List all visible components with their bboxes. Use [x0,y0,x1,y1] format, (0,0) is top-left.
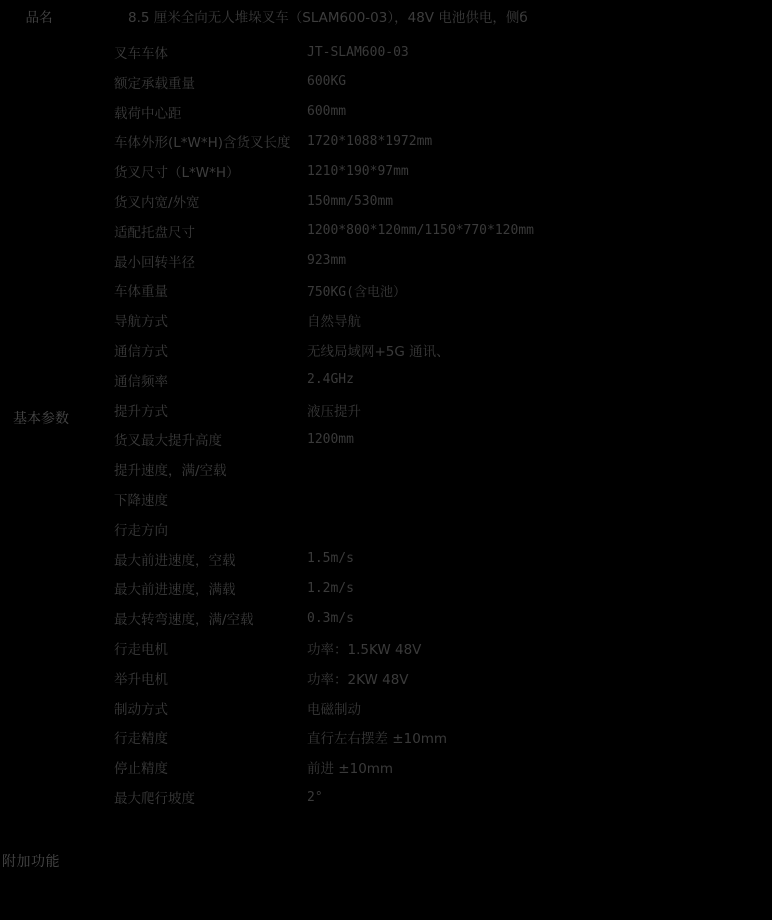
spec-name: 行走精度 [114,731,168,748]
table-row [0,67,772,97]
spec-value: 1200*800*120mm/1150*770*120mm [307,223,534,239]
spec-name: 叉车车体 [114,46,168,62]
product-title-row [0,0,772,30]
table-row [0,126,772,156]
table-row [0,603,772,633]
spec-name: 最大爬行坡度 [114,791,195,807]
spec-value: 1210*190*97mm [307,163,409,179]
spec-name: 停止精度 [114,761,168,778]
table-row [0,663,772,693]
product-title-value: 8.5 厘米全向无人堆垛叉车（SLAM600-03），48V 电池供电，侧б [128,10,528,26]
spec-value: 923mm [307,253,347,269]
table-row [0,275,772,305]
table-row [0,693,772,723]
spec-value: 1720*1088*1972mm [307,133,433,149]
spec-value: 液压提升 [307,403,361,420]
spec-value: 电磁制动 [307,701,361,718]
spec-name: 车体重量 [114,284,168,301]
spec-value: 750KG(含电池） [307,284,406,300]
spec-name: 最小回转半径 [114,254,195,271]
spec-name: 载荷中心距 [114,105,182,122]
table-row [0,454,772,484]
spec-value: 1.2m/s [307,580,354,596]
group-label-basic-params: 基本参数 [13,411,69,427]
table-row [0,484,772,514]
spec-value: 2° [307,789,323,805]
spec-name: 行走方向 [114,522,168,539]
spec-value: 1.5m/s [307,551,354,567]
spec-value: 0.3m/s [307,610,354,626]
product-title-label: 品名 [25,10,53,26]
spec-name: 车体外形(L*W*H)含货叉长度 [114,135,291,152]
table-row [0,305,772,335]
spec-value: JT-SLAM600-03 [307,44,409,60]
spec-value: 自然导航 [307,314,361,331]
table-row [0,335,772,365]
spec-name: 提升方式 [114,403,168,420]
table-row [0,752,772,782]
spec-value: 无线局域网+5G 通讯、 [307,344,450,360]
spec-value: 功率：1.5KW 48V [307,642,422,658]
spec-name: 制动方式 [114,701,168,718]
table-row [0,424,772,454]
table-row [0,573,772,603]
table-row [0,186,772,216]
table-row [0,514,772,544]
spec-name: 最大转弯速度，满/空载 [114,612,254,629]
table-row [0,722,772,752]
spec-value: 600KG [307,74,347,90]
spec-name: 提升速度，满/空载 [114,463,227,480]
spec-name: 最大前进速度，空载 [114,552,236,569]
spec-value: 功率：2KW 48V [307,671,409,688]
spec-name: 通信方式 [114,344,168,360]
spec-value: 2.4GHz [307,372,354,388]
spec-name: 货叉最大提升高度 [114,433,222,450]
table-row [0,156,772,186]
spec-name: 行走电机 [114,642,168,658]
spec-value: 150mm/530mm [307,193,394,209]
table-row [0,782,772,812]
spec-value: 600mm [307,104,347,120]
spec-name: 导航方式 [114,314,168,331]
spec-name: 额定承载重量 [114,75,195,92]
table-row [0,544,772,574]
spec-name: 最大前进速度，满载 [114,582,236,599]
table-row [0,365,772,395]
spec-name: 举升电机 [114,671,168,688]
spec-name: 货叉尺寸（L*W*H） [114,165,240,182]
spec-value: 直行左右摆差 ±10mm [307,731,448,748]
table-row [0,246,772,276]
table-row [0,395,772,425]
spec-name: 下降速度 [114,493,168,509]
spec-name: 货叉内宽/外宽 [114,195,200,211]
footer-label-extra-functions: 附加功能 [2,854,60,870]
table-row [0,633,772,663]
spec-value: 前进 ±10mm [307,761,394,778]
spec-name: 适配托盘尺寸 [114,224,195,241]
table-row [0,216,772,246]
spec-value: 1200mm [307,431,354,447]
table-row [0,37,772,67]
table-row [0,97,772,127]
spec-name: 通信频率 [114,373,168,390]
